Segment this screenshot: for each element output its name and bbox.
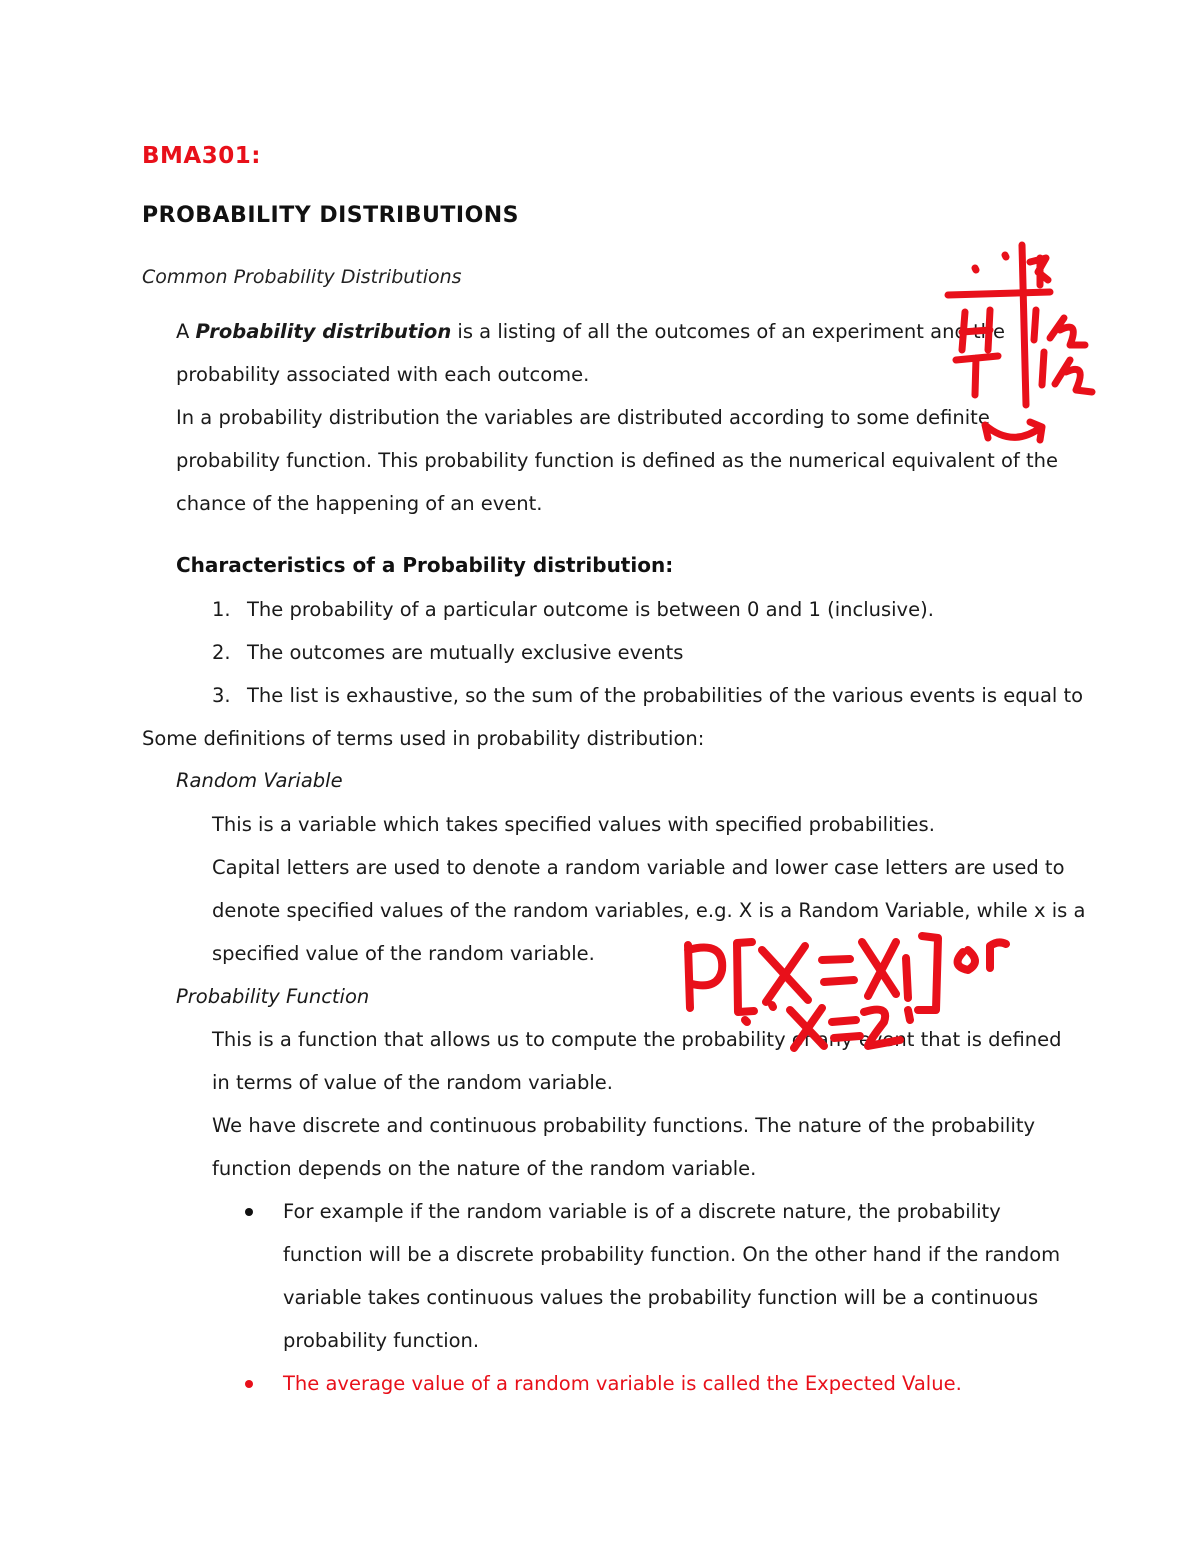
course-code: BMA301: — [142, 143, 261, 169]
intro-line-1: A Probability distribution is a listing of all the outcomes of an experiment and the — [176, 320, 1006, 343]
handwritten-probability-table — [948, 245, 1092, 440]
intro-line-3: In a probability distribution the variables are distributed according to some definite — [176, 406, 990, 429]
intro-line-4: probability function. This probability function is defined as the numerical equivalent of the — [176, 449, 1058, 472]
term-probability-distribution: Probability distribution — [195, 320, 452, 343]
rv-line-4: specified value of the random variable. — [212, 942, 595, 965]
list-number: 1. — [212, 598, 231, 621]
handwritten-formula — [688, 936, 1006, 1048]
list-item: The list is exhaustive, so the sum of the probabilities of the various events is equal to — [247, 684, 1084, 707]
random-variable-heading: Random Variable — [176, 769, 343, 792]
list-item: The outcomes are mutually exclusive events — [247, 641, 684, 664]
rv-line-2: Capital letters are used to denote a random variable and lower case letters are used to — [212, 856, 1065, 879]
intro-line-2: probability associated with each outcome. — [176, 363, 590, 386]
characteristics-heading: Characteristics of a Probability distribution: — [176, 553, 674, 577]
rv-line-1: This is a variable which takes specified values with specified probabilities. — [212, 813, 935, 836]
bullet-1-line-2: function will be a discrete probability function. On the other hand if the random — [283, 1243, 1061, 1266]
list-number: 3. — [212, 684, 231, 707]
intro-line-5: chance of the happening of an event. — [176, 492, 543, 515]
subtitle: Common Probability Distributions — [142, 266, 462, 288]
list-item: The probability of a particular outcome is between 0 and 1 (inclusive). — [247, 598, 934, 621]
probability-function-heading: Probability Function — [176, 985, 370, 1008]
bullet-2-expected-value: The average value of a random variable is called the Expected Value. — [283, 1372, 962, 1395]
page-title: PROBABILITY DISTRIBUTIONS — [142, 203, 520, 228]
pf-line-1: This is a function that allows us to compute the probability of any event that is defined — [212, 1028, 1062, 1051]
bullet-1-line-4: probability function. — [283, 1329, 480, 1352]
list-number: 2. — [212, 641, 231, 664]
pf-line-2: in terms of value of the random variable. — [212, 1071, 613, 1094]
pf-line-4: function depends on the nature of the random variable. — [212, 1157, 757, 1180]
bullet-1-line-1: For example if the random variable is of a discrete nature, the probability — [283, 1200, 1001, 1223]
pf-line-3: We have discrete and continuous probability functions. The nature of the probability — [212, 1114, 1036, 1137]
bullet-1-line-3: variable takes continuous values the probability function will be a continuous — [283, 1286, 1039, 1309]
definitions-intro: Some definitions of terms used in probability distribution: — [142, 727, 705, 750]
rv-line-3: denote specified values of the random variables, e.g. X is a Random Variable, while x is a — [212, 899, 1086, 922]
